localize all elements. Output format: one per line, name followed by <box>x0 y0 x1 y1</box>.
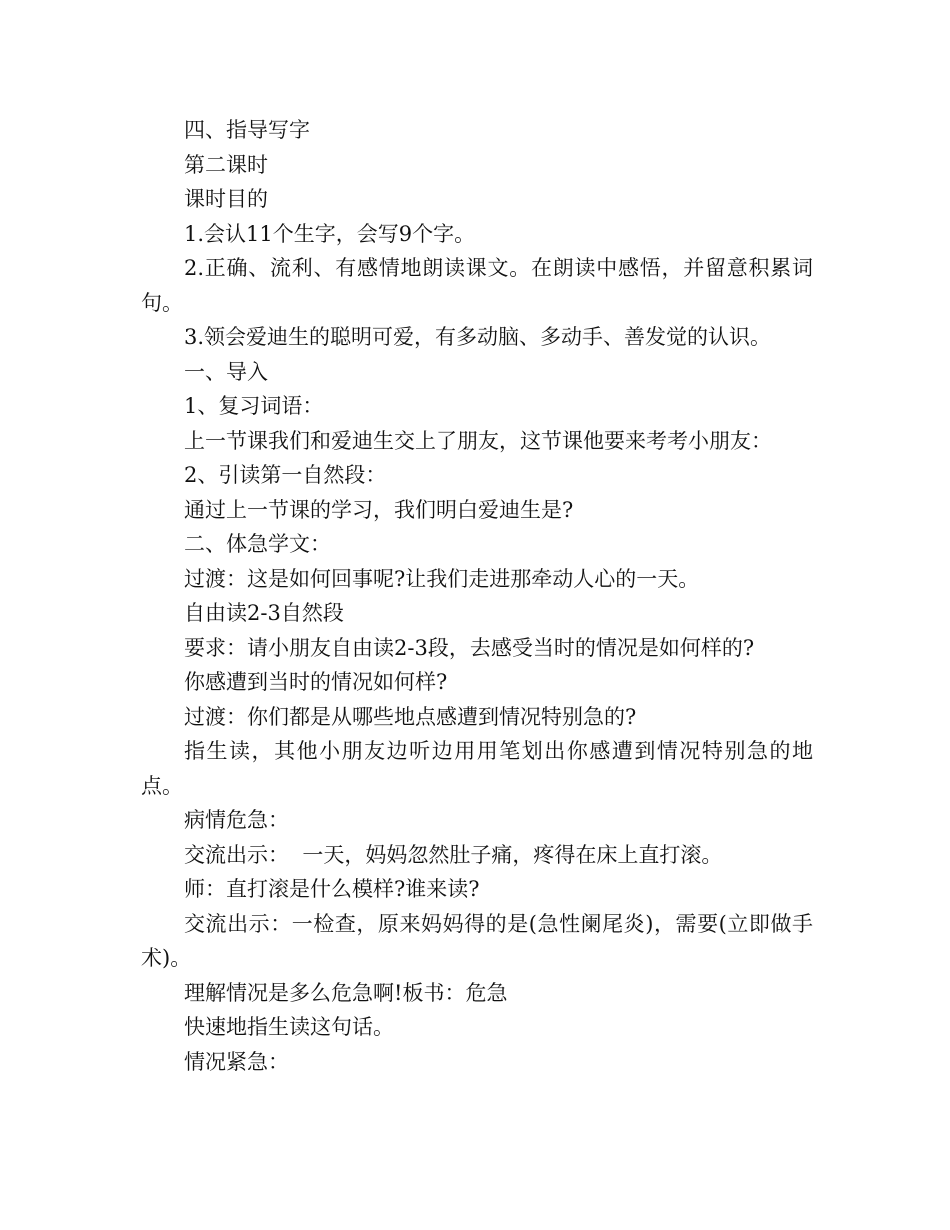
paragraph: 1.会认11个生字，会写9个字。 <box>184 221 476 246</box>
paragraph: 二、体急学文： <box>184 532 331 556</box>
paragraph: 师：直打滚是什么模样?谁来读? <box>184 877 480 901</box>
paragraph: 课时目的 <box>184 187 268 211</box>
paragraph: 指生读，其他小朋友边听边用用笔划出你感遭到情况特别急的地点。 <box>141 739 813 798</box>
paragraph: 上一节课我们和爱迪生交上了朋友，这节课他要来考考小朋友： <box>184 428 772 453</box>
paragraph: 情况紧急： <box>184 1049 289 1074</box>
paragraph: 病情危急： <box>184 808 289 832</box>
paragraph: 要求：请小朋友自由读2-3段，去感受当时的情况是如何样的? <box>184 635 755 660</box>
paragraph: 过渡：你们都是从哪些地点感遭到情况特别急的? <box>184 704 637 729</box>
paragraph: 3.领会爱迪生的聪明可爱，有多动脑、多动手、善发觉的认识。 <box>184 325 772 349</box>
paragraph: 快速地指生读这句话。 <box>184 1015 394 1039</box>
document-body <box>141 113 813 1079</box>
paragraph: 四、指导写字 <box>184 118 310 142</box>
paragraph: 理解情况是多么危急啊!板书：危急 <box>184 980 508 1005</box>
paragraph: 过渡：这是如何回事呢?让我们走进那牵动人心的一天。 <box>184 566 700 591</box>
paragraph: 第二课时 <box>184 152 268 177</box>
paragraph: 交流出示：一检查，原来妈妈得的是(急性阑尾炎)，需要(立即做手术)。 <box>141 911 813 970</box>
paragraph: 你感遭到当时的情况如何样? <box>184 670 448 694</box>
paragraph: 通过上一节课的学习，我们明白爱迪生是? <box>184 497 574 522</box>
paragraph: 交流出示： 一天，妈妈忽然肚子痛，疼得在床上直打滚。 <box>184 842 723 867</box>
paragraph: 2、引读第一自然段： <box>184 463 387 487</box>
paragraph: 一、导入 <box>184 359 268 384</box>
paragraph: 自由读2-3自然段 <box>184 601 344 625</box>
paragraph: 1、复习词语： <box>184 394 324 418</box>
paragraph: 2.正确、流利、有感情地朗读课文。在朗读中感悟，并留意积累词句。 <box>141 256 813 315</box>
